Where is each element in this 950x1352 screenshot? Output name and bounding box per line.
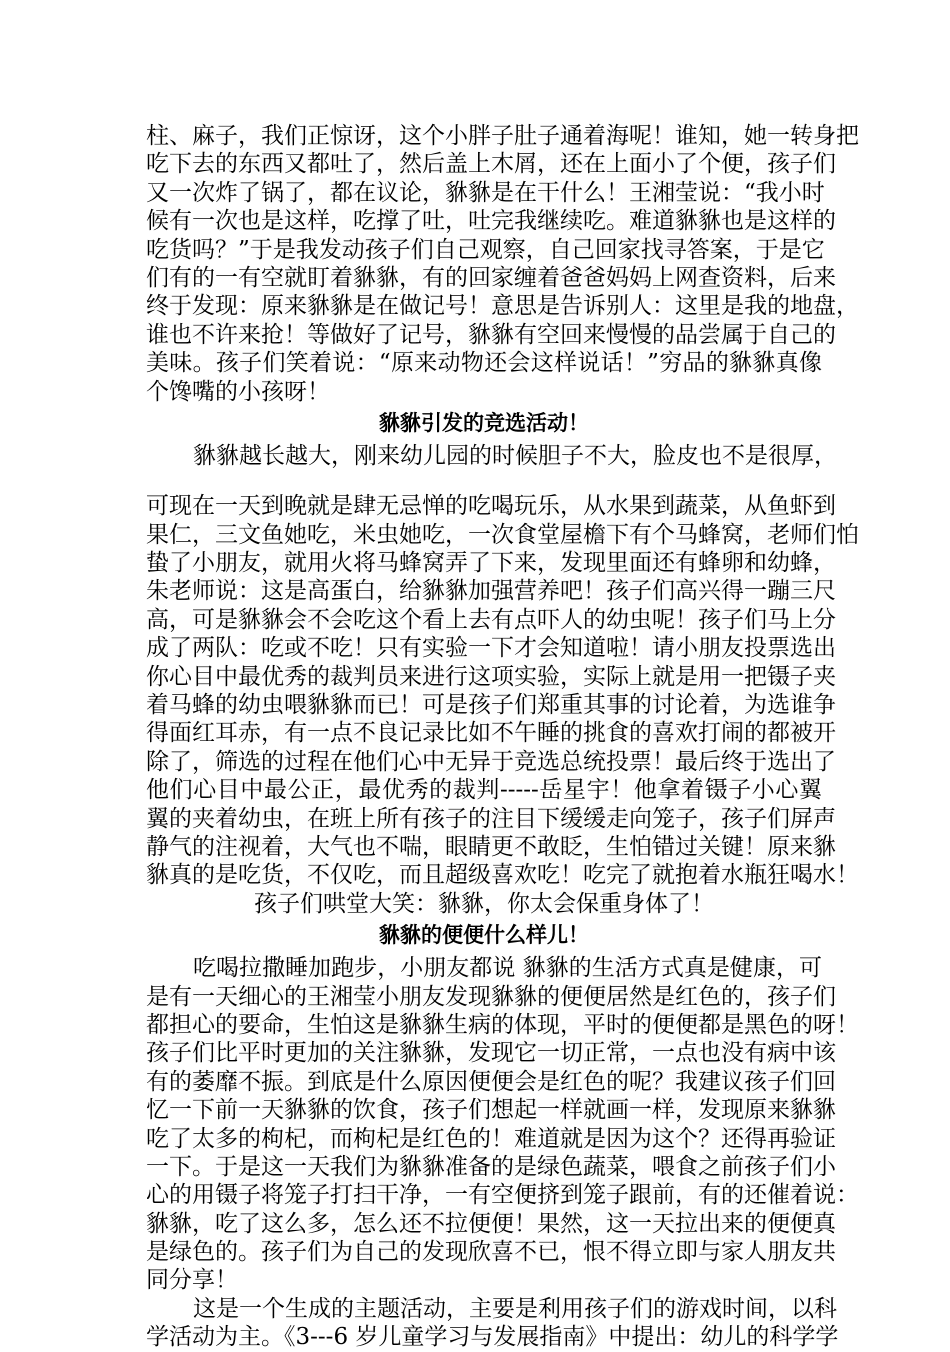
paragraph-line: 又一次炸了锅了，都在议论，貅貅是在干什么！王湘莹说：“我小时 [146,179,825,206]
paragraph-line: 吃了太多的枸杞，而枸杞是红色的！难道就是因为这个？还得再验证 [146,1125,836,1152]
paragraph-line: 个馋嘴的小孩呀！ [146,378,330,405]
paragraph-line: 都担心的要命，生怕这是貅貅生病的体现，平时的便便都是黑色的呀！ [146,1011,859,1038]
paragraph-line: 同分享！ [146,1267,238,1294]
paragraph-line: 们有的一有空就盯着貅貅，有的回家缠着爸爸妈妈上网查资料，后来 [146,264,836,291]
paragraph-first-line: 吃喝拉撒睡加跑步，小朋友都说 貅貅的生活方式真是健康，可 [193,955,822,982]
paragraph-line: 得面红耳赤，有一点不良记录比如不午睡的挑食的喜欢打闹的都被开 [146,720,836,747]
paragraph-line: 果仁，三文鱼她吃，米虫她吃，一次食堂屋檐下有个马蜂窝，老师们怕 [146,521,859,548]
paragraph-gap [146,470,822,492]
paragraph-closing-line: 孩子们哄堂大笑：貅貅，你太会保重身体了！ [254,890,714,917]
paragraph-line: 心的用镊子将笼子打扫干净，一有空便挤到笼子跟前，有的还催着说： [146,1182,859,1209]
paragraph-line: 是绿色的。孩子们为自己的发现欣喜不已，恨不得立即与家人朋友共 [146,1239,836,1266]
section-heading: 貅貅的便便什么样儿！ [379,923,589,948]
paragraph-line: 谁也不许来抢！等做好了记号，貅貅有空回来慢慢的品尝属于自己的 [146,321,836,348]
paragraph-line: 可现在一天到晚就是肆无忌惮的吃喝玩乐，从水果到蔬菜，从鱼虾到 [146,493,836,520]
paragraph-line: 有的萎靡不振。到底是什么原因便便会是红色的呢？我建议孩子们回 [146,1068,836,1095]
paragraph-line: 忆一下前一天貅貅的饮食，孩子们想起一样就画一样，发现原来貅貅 [146,1097,836,1124]
paragraph-line: 他们心目中最公正，最优秀的裁判-----岳星宇！他拿着镊子小心翼 [146,777,822,804]
paragraph-line: 貅貅，吃了这么多，怎么还不拉便便！果然，这一天拉出来的便便真 [146,1210,836,1237]
paragraph-line: 静气的注视着，大气也不喘，眼睛更不敢眨，生怕错过关键！原来貅 [146,833,836,860]
paragraph-line: 吃下去的东西又都吐了，然后盖上木屑，还在上面小了个便，孩子们 [146,151,836,178]
paragraph-line: 吃货吗？”于是我发动孩子们自己观察，自己回家找寻答案，于是它 [146,236,825,263]
paragraph-line: 美味。孩子们笑着说：“原来动物还会这样说话！”穷品的貅貅真像 [146,350,822,377]
paragraph-line: 翼的夹着幼虫，在班上所有孩子的注目下缓缓走向笼子，孩子们屏声 [146,805,836,832]
paragraph-line: 是有一天细心的王湘莹小朋友发现貅貅的便便居然是红色的，孩子们 [146,983,836,1010]
paragraph-line: 成了两队：吃或不吃！只有实验一下才会知道啦！请小朋友投票选出 [146,635,836,662]
document-body [146,122,859,1352]
paragraph-line: 柱、麻子，我们正惊讶，这个小胖子肚子通着海呢！谁知，她一转身把 [146,123,859,149]
paragraph-line: 学活动为主。《3---6 岁儿童学习与发展指南》中提出：幼儿的科学学 [146,1324,839,1351]
section-heading: 貅貅引发的竞选活动！ [379,410,589,435]
paragraph-line: 候有一次也是这样，吃撑了吐，吐完我继续吃。难道貅貅也是这样的 [146,208,836,235]
paragraph-first-line: 这是一个生成的主题活动，主要是利用孩子们的游戏时间，以科 [193,1295,837,1322]
paragraph-line: 蛰了小朋友，就用火将马蜂窝弄了下来，发现里面还有蜂卵和幼蜂， [146,550,836,577]
paragraph-line: 朱老师说：这是高蛋白，给貅貅加强营养吧！孩子们高兴得一蹦三尺 [146,578,836,605]
paragraph-line: 一下。于是这一天我们为貅貅准备的是绿色蔬菜，喂食之前孩子们小 [146,1153,836,1180]
paragraph-first-line: 貅貅越长越大，刚来幼儿园的时候胆子不大，脸皮也不是很厚， [193,442,837,469]
paragraph-line: 除了，筛选的过程在他们心中无异于竞选总统投票！最后终于选出了 [146,748,836,775]
paragraph-line: 貅真的是吃货，不仅吃，而且超级喜欢吃！吃完了就抱着水瓶狂喝水！ [146,862,859,889]
paragraph-line: 孩子们比平时更加的关注貅貅，发现它一切正常，一点也没有病中该 [146,1040,836,1067]
paragraph-line: 终于发现：原来貅貅是在做记号！意思是告诉别人：这里是我的地盘， [146,293,859,320]
paragraph-line: 高，可是貅貅会不会吃这个看上去有点吓人的幼虫呢！孩子们马上分 [146,606,836,633]
paragraph-line: 着马蜂的幼虫喂貅貅而已！可是孩子们郑重其事的讨论着，为选谁争 [146,692,836,719]
paragraph-line: 你心目中最优秀的裁判员来进行这项实验，实际上就是用一把镊子夹 [146,663,836,690]
